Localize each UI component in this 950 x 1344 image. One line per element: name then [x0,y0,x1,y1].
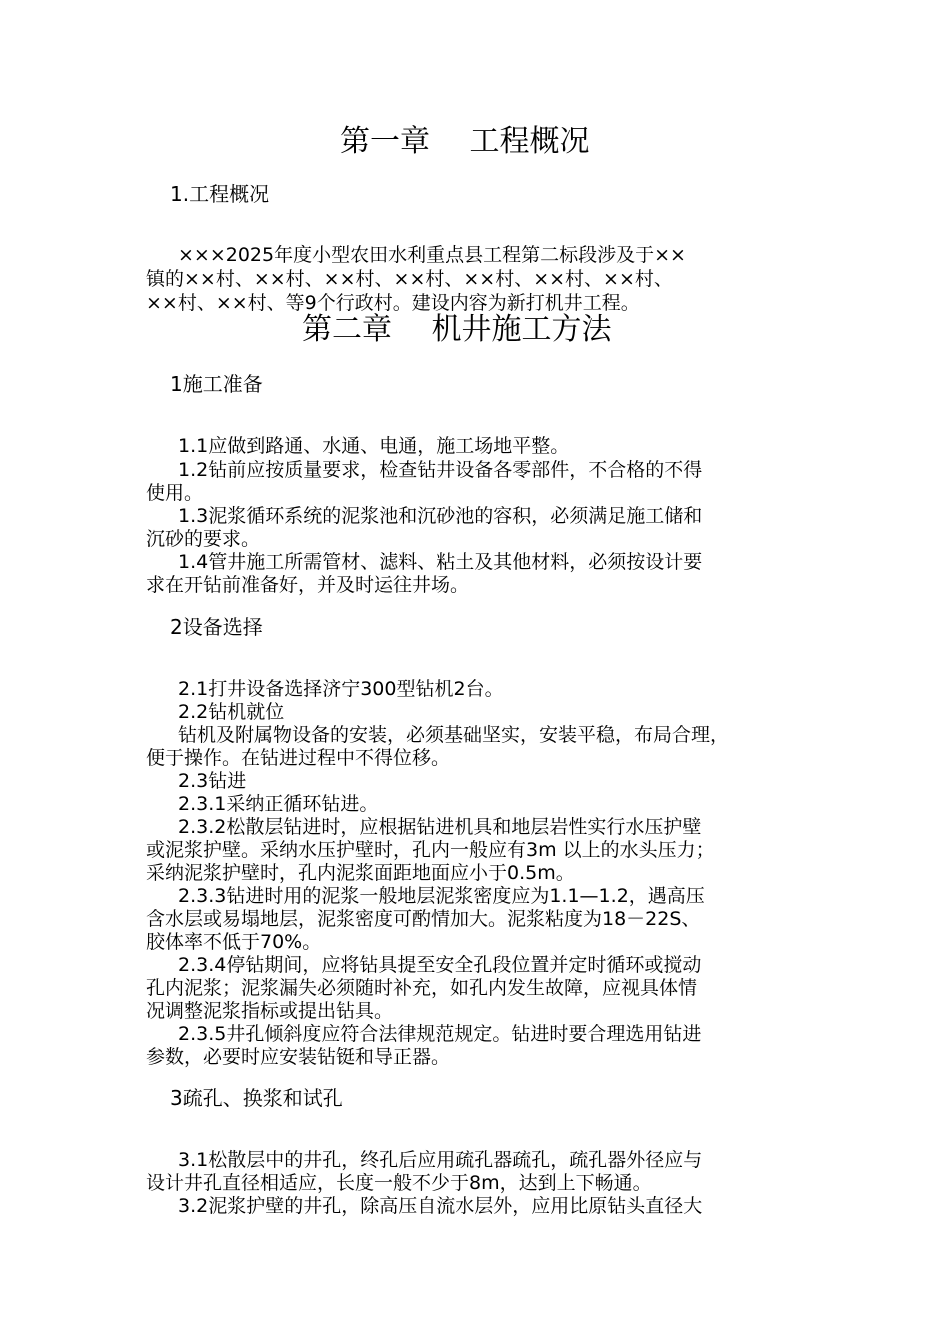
paragraph-line: 2.3.3钻进时用的泥浆一般地层泥浆密度应为1.1—1.2，遇高压 [178,885,705,907]
paragraph-line: 含水层或易塌地层，泥浆密度可酌情加大。泥浆粘度为18－22S、 [146,908,701,930]
paragraph-line: 胶体率不低于70%。 [146,931,322,953]
section-heading: 2设备选择 [170,615,263,639]
paragraph-line: 采纳泥浆护壁时，孔内泥浆面距地面应小于0.5m。 [146,862,575,884]
paragraph-line: 1.4管井施工所需管材、滤料、粘土及其他材料，必须按设计要 [178,551,703,573]
section-heading: 3疏孔、换浆和试孔 [170,1086,343,1110]
section-heading: 1.工程概况 [170,182,270,206]
section-heading: 1施工准备 [170,372,263,396]
paragraph-line: ×××2025年度小型农田水利重点县工程第二标段涉及于×× [178,244,686,266]
paragraph-line: 1.2钻前应按质量要求，检查钻井设备各零部件，不合格的不得 [178,459,703,481]
paragraph-line: 2.1打井设备选择济宁300型钻机2台。 [178,678,504,700]
paragraph-line: 设计井孔直径相适应，长度一般不少于8m，达到上下畅通。 [146,1172,652,1194]
paragraph-line: 1.3泥浆循环系统的泥浆池和沉砂池的容积，必须满足施工储和 [178,505,703,527]
paragraph-line: 2.3.5井孔倾斜度应符合法律规范规定。钻进时要合理选用钻进 [178,1023,702,1045]
paragraph-line: 钻机及附属物设备的安装，必须基础坚实，安装平稳，布局合理， [178,724,730,746]
paragraph-line: 或泥浆护壁。采纳水压护壁时，孔内一般应有3m 以上的水头压力； [146,839,715,861]
paragraph-line: 2.3.2松散层钻进时，应根据钻进机具和地层岩性实行水压护壁 [178,816,702,838]
paragraph-line: ××村、××村、等9个行政村。建设内容为新打机井工程。 [146,292,640,314]
paragraph-line: 使用。 [146,482,204,504]
paragraph-line: 况调整泥浆指标或提出钻具。 [146,1000,394,1022]
paragraph-line: 1.1应做到路通、水通、电通，施工场地平整。 [178,435,570,457]
paragraph-line: 沉砂的要求。 [146,528,261,550]
paragraph-line: 参数，必要时应安装钻铤和导正器。 [146,1046,451,1068]
paragraph-line: 3.1松散层中的井孔，终孔后应用疏孔器疏孔，疏孔器外径应与 [178,1149,703,1171]
paragraph-line: 求在开钻前准备好，并及时运往井场。 [146,574,470,596]
chapter-1-title: 第一章 工程概况 [340,124,590,159]
paragraph-line: 2.3.4停钻期间，应将钻具提至安全孔段位置并定时循环或搅动 [178,954,702,976]
paragraph-line: 2.3钻进 [178,770,247,792]
paragraph-line: 便于操作。在钻进过程中不得位移。 [146,747,451,769]
paragraph-line: 2.2钻机就位 [178,701,285,723]
paragraph-line: 孔内泥浆；泥浆漏失必须随时补充，如孔内发生故障，应视具体情 [146,977,698,999]
chapter-2-title: 第二章 机井施工方法 [302,312,612,347]
paragraph-line: 2.3.1采纳正循环钻进。 [178,793,379,815]
paragraph-line: 3.2泥浆护壁的井孔，除高压自流水层外，应用比原钻头直径大 [178,1195,703,1217]
paragraph-line: 镇的××村、××村、××村、××村、××村、××村、××村、 [146,268,673,290]
